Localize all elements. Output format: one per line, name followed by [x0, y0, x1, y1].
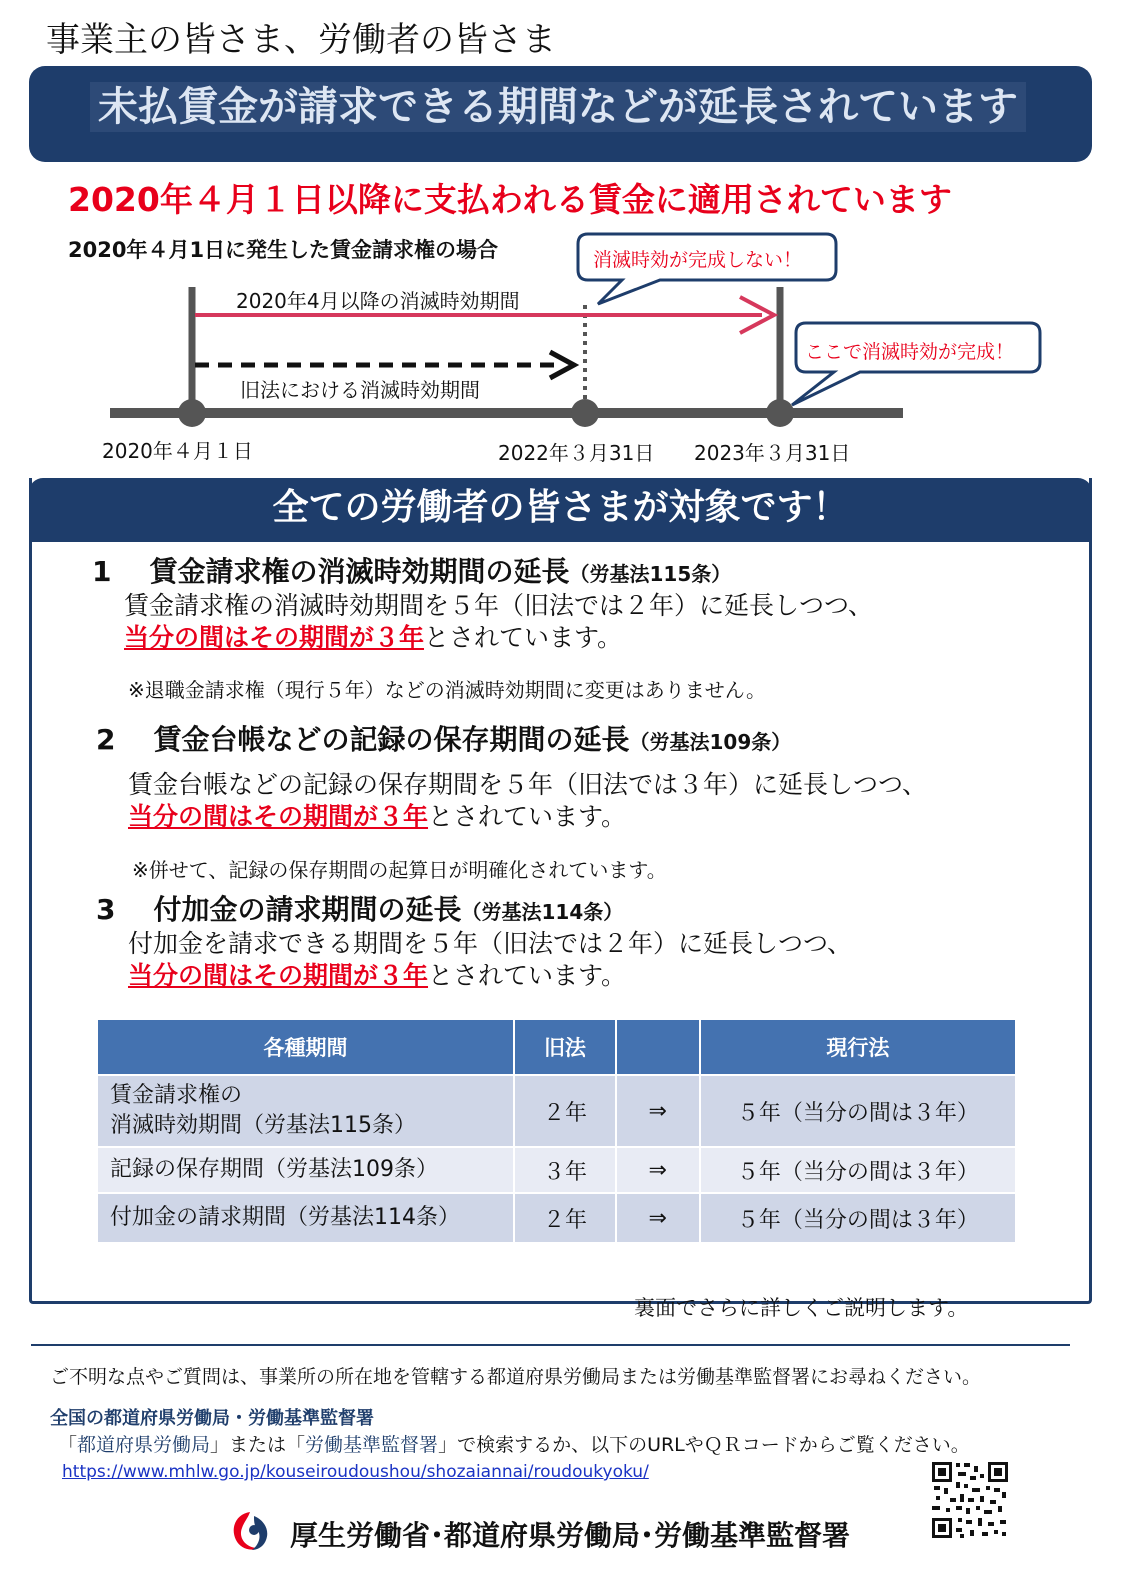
- callout-complete: ここで消滅時効が完成！: [805, 341, 1015, 363]
- ministry-logo-icon: [228, 1508, 274, 1554]
- table-cell-item: [97, 1075, 514, 1147]
- section-number: 1: [92, 555, 112, 588]
- search-keyword: 労働基準監督署: [305, 1434, 439, 1456]
- section-emphasis: 当分の間はその期間が３年: [128, 802, 429, 831]
- section-3-body: [128, 928, 852, 992]
- table-cell-new: ５年（当分の間は３年）: [700, 1075, 1016, 1147]
- table-row: [97, 1075, 1016, 1147]
- section-body-line: 付加金を請求できる期間を５年（旧法では２年）に延長しつつ、: [128, 929, 853, 958]
- case-label: 2020年４月1日に発生した賃金請求権の場合: [68, 238, 499, 262]
- table-header-row: [97, 1019, 1016, 1075]
- section-body-line: 賃金請求権の消滅時効期間を５年（旧法では２年）に延長しつつ、: [124, 591, 874, 620]
- table-cell-new: ５年（当分の間は３年）: [700, 1147, 1016, 1193]
- table-cell-item: 記録の保存期間（労基法109条）: [97, 1147, 514, 1193]
- table-header-cell: 各種期間: [97, 1019, 514, 1075]
- contact-note: ご不明な点やご質問は、事業所の所在地を管轄する都道府県労働局または労働基準監督署にお尋ねください。: [50, 1366, 982, 1388]
- item-line: 賃金請求権の: [110, 1083, 243, 1108]
- table-header-cell: [616, 1019, 700, 1075]
- search-text: 」または「: [210, 1434, 306, 1456]
- section-heading: 付加金の請求期間の延長: [153, 893, 462, 926]
- start-point: [178, 399, 206, 427]
- page-title: 未払賃金が請求できる期間などが延長されています: [90, 82, 1026, 132]
- footer-divider: [31, 1344, 1070, 1346]
- main-heading: 全ての労働者の皆さまが対象です！: [272, 487, 849, 528]
- table-row: [97, 1193, 1016, 1243]
- section-1-note: ※退職金請求権（現行５年）などの消滅時効期間に変更はありません。: [128, 678, 766, 702]
- section-ref: （労基法114条）: [461, 900, 624, 924]
- qr-code[interactable]: [930, 1460, 1010, 1540]
- offices-url-link[interactable]: https://www.mhlw.go.jp/kouseiroudoushou/shozaiannai/roudoukyoku/: [62, 1462, 649, 1482]
- search-instructions: [58, 1430, 970, 1457]
- applies-notice: 2020年４月１日以降に支払われる賃金に適用されています: [68, 180, 952, 219]
- old-end-point: [571, 399, 599, 427]
- section-emphasis: 当分の間はその期間が３年: [124, 623, 425, 652]
- table-header-cell: 現行法: [700, 1019, 1016, 1075]
- old-period-label: 旧法における消滅時効期間: [240, 378, 480, 402]
- section-ref: （労基法109条）: [629, 730, 792, 754]
- callout-complete-bubble: [792, 323, 1040, 405]
- section-number: 3: [96, 893, 116, 926]
- item-line: 消滅時効期間（労基法115条）: [110, 1113, 416, 1138]
- back-side-note: 裏面でさらに詳しくご説明します。: [634, 1296, 969, 1320]
- section-1-title: [92, 550, 731, 590]
- table-cell-arrow: ⇒: [616, 1075, 700, 1147]
- date-new-end: 2023年３月31日: [694, 441, 851, 465]
- table-header-cell: 旧法: [514, 1019, 616, 1075]
- table-cell-old: ２年: [514, 1193, 616, 1243]
- periods-table: [96, 1018, 1017, 1244]
- section-number: 2: [96, 723, 116, 756]
- timeline-diagram: [0, 0, 1140, 480]
- section-ref: （労基法115条）: [569, 562, 732, 586]
- section-2-title: [96, 718, 791, 758]
- table-cell-old: ３年: [514, 1147, 616, 1193]
- table-cell-old: ２年: [514, 1075, 616, 1147]
- ministry-name: 厚生労働省･都道府県労働局･労働基準監督署: [290, 1519, 851, 1552]
- section-tail: とされています。: [428, 802, 627, 831]
- table-cell-new: ５年（当分の間は３年）: [700, 1193, 1016, 1243]
- section-tail: とされています。: [424, 623, 623, 652]
- section-heading: 賃金台帳などの記録の保存期間の延長: [153, 723, 630, 756]
- section-2-body: [128, 769, 927, 833]
- new-end-point: [766, 399, 794, 427]
- table-cell-item: 付加金の請求期間（労基法114条）: [97, 1193, 514, 1243]
- table-cell-arrow: ⇒: [616, 1147, 700, 1193]
- date-start: 2020年４月１日: [102, 439, 253, 463]
- new-period-label: 2020年4月以降の消滅時効期間: [236, 289, 520, 313]
- section-emphasis: 当分の間はその期間が３年: [128, 961, 429, 990]
- search-text: 「: [58, 1434, 78, 1456]
- section-2-note: ※併せて、記録の保存期間の起算日が明確化されています。: [132, 858, 667, 882]
- date-old-end: 2022年３月31日: [498, 441, 655, 465]
- callout-not-complete: 消滅時効が完成しない！: [593, 249, 803, 271]
- search-text: 」で検索するか、以下のURLやＱＲコードからご覧ください。: [438, 1434, 970, 1456]
- section-1-body: [124, 590, 873, 654]
- section-body-line: 賃金台帳などの記録の保存期間を５年（旧法では３年）に延長しつつ、: [128, 770, 928, 799]
- orgs-heading: 全国の都道府県労働局・労働基準監督署: [50, 1408, 374, 1429]
- section-3-title: [96, 888, 623, 928]
- section-tail: とされています。: [428, 961, 627, 990]
- table-cell-arrow: ⇒: [616, 1193, 700, 1243]
- section-heading: 賃金請求権の消滅時効期間の延長: [149, 555, 570, 588]
- greeting: 事業主の皆さま、労働者の皆さま: [46, 20, 556, 60]
- search-keyword: 都道府県労働局: [77, 1434, 211, 1456]
- table-row: [97, 1147, 1016, 1193]
